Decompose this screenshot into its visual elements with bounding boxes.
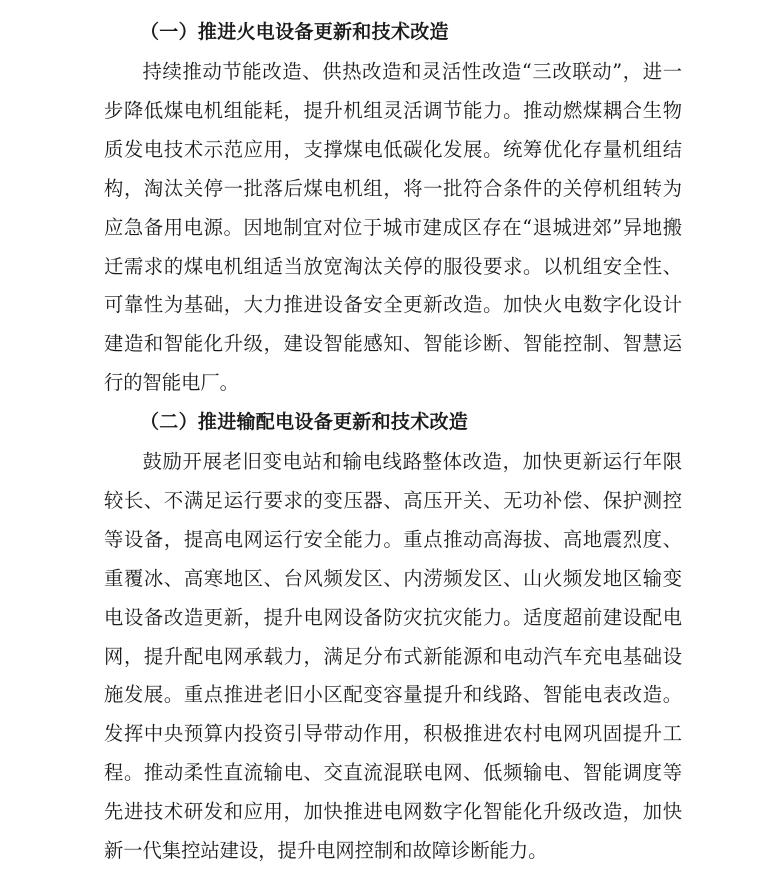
section-heading-transmission-distribution: （二）推进输配电设备更新和技术改造: [140, 411, 469, 433]
section-paragraph-thermal-power: 持续推动节能改造、供热改造和灵活性改造“三改联动”，进一步降低煤电机组能耗，提升机组灵活调节能力。推动燃煤耦合生物质发电技术示范应用，支撑煤电低碳化发展。统筹优化存量机组结构，淘汰关停一批落后煤电机组，将一批符合条件的关停机组转为应急备用电源。因地制宜对位于城市建成区存在“退城进郊”异地搬迁需求的煤电机组适当放宽淘汰关停的服役要求。以机组安全性、可靠性为基础，大力推进设备安全更新改造。加快火电数字化设计建造和智能化升级，建设智能感知、智能诊断、智能控制、智慧运行的智能电厂。: [104, 60, 682, 395]
section-paragraph-transmission-distribution: 鼓励开展老旧变电站和输电线路整体改造，加快更新运行年限较长、不满足运行要求的变压器、高压开关、无功补偿、保护测控等设备，提高电网运行安全能力。重点推动高海拔、高地震烈度、重覆冰、高寒地区、台风频发区、内涝频发区、山火频发地区输变电设备改造更新，提升电网设备防灾抗灾能力。适度超前建设配电网，提升配电网承载力，满足分布式新能源和电动汽车充电基础设施发展。重点推进老旧小区配变容量提升和线路、智能电表改造。发挥中央预算内投资引导带动作用，积极推进农村电网巩固提升工程。推动柔性直流输电、交直流混联电网、低频输电、智能调度等先进技术研发和应用，加快推进电网数字化智能化升级改造，加快新一代集控站建设，提升电网控制和故障诊断能力。: [104, 450, 682, 863]
section-heading-thermal-power: （一）推进火电设备更新和技术改造: [140, 21, 449, 43]
